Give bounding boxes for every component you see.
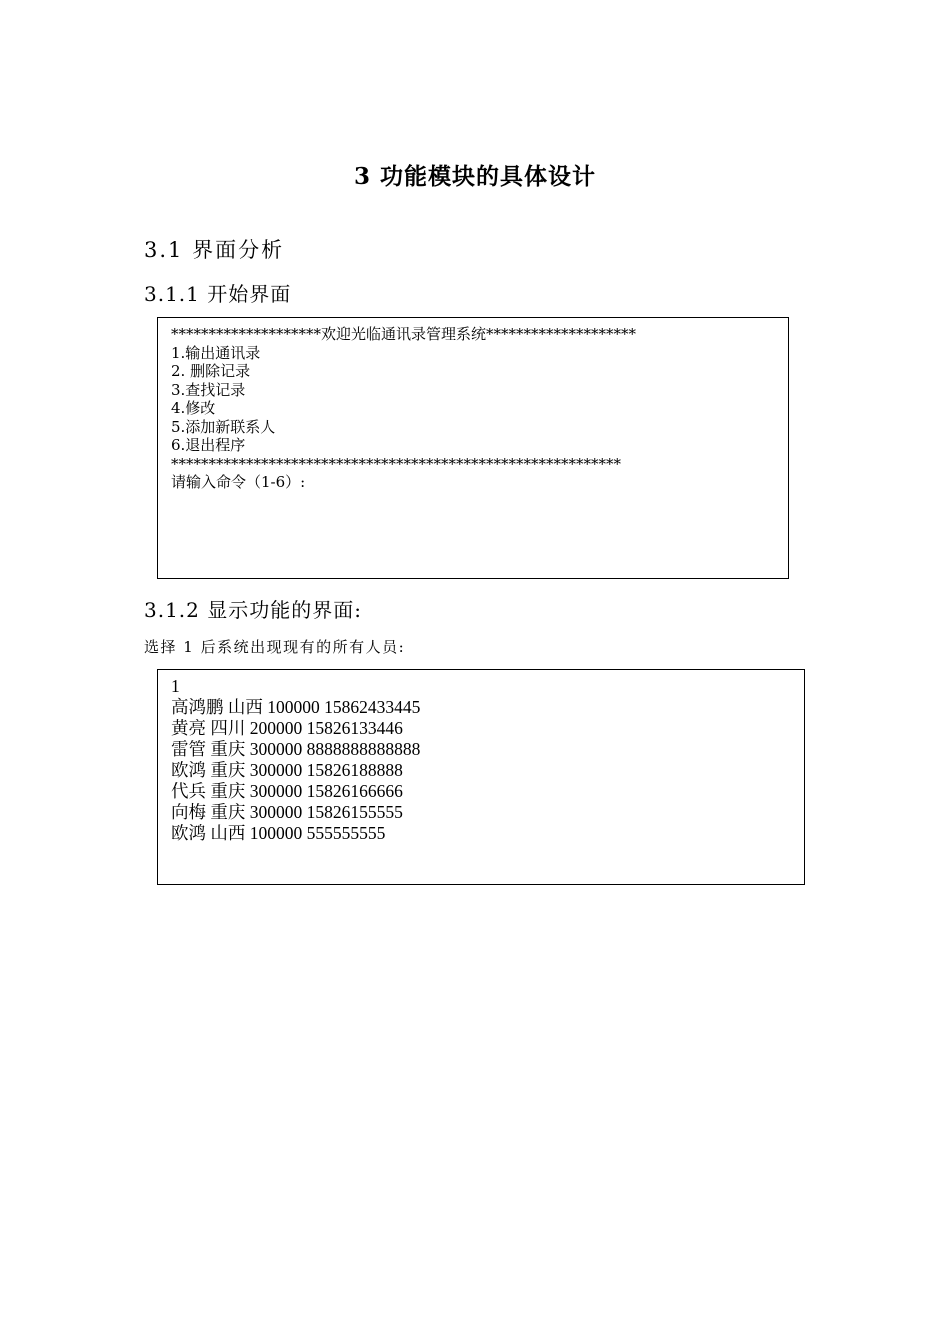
menu-item-modify: 4.修改 bbox=[171, 399, 216, 417]
paragraph-caption: 选择 1 后系统出现现有的所有人员: bbox=[144, 638, 406, 656]
section-heading-3-1-1: 3.1.1 开始界面 bbox=[144, 282, 292, 306]
contact-record-line: 欧鸿 山西 100000 555555555 bbox=[171, 823, 386, 843]
menu-banner-top: ********************欢迎光临通讯录管理系统******************** bbox=[171, 325, 637, 343]
console-input-echo: 1 bbox=[171, 676, 180, 696]
menu-item-add-contact: 5.添加新联系人 bbox=[171, 417, 276, 436]
menu-item-search: 3.查找记录 bbox=[171, 380, 246, 399]
display-output-console-box bbox=[157, 669, 805, 885]
command-prompt: 请输入命令（1-6）: bbox=[171, 473, 306, 491]
menu-banner-bottom: ************************************************************ bbox=[171, 454, 621, 473]
menu-item-output: 1.输出通讯录 bbox=[171, 343, 261, 362]
display-output-text bbox=[171, 676, 420, 844]
start-menu-text bbox=[171, 325, 636, 492]
section-heading-3-1-2: 3.1.2 显示功能的界面: bbox=[144, 598, 362, 622]
contact-record-line: 黄亮 四川 200000 15826133446 bbox=[171, 718, 403, 738]
page-title: 3 功能模块的具体设计 bbox=[353, 163, 596, 190]
contact-record-line: 欧鸿 重庆 300000 15826188888 bbox=[171, 760, 403, 780]
contact-record-line: 雷管 重庆 300000 8888888888888 bbox=[171, 739, 421, 759]
menu-item-exit: 6.退出程序 bbox=[171, 436, 246, 454]
contact-record-line: 代兵 重庆 300000 15826166666 bbox=[171, 781, 403, 801]
start-menu-console-box bbox=[157, 317, 789, 579]
contact-record-line: 高鸿鹏 山西 100000 15862433445 bbox=[171, 697, 421, 717]
contact-record-line: 向梅 重庆 300000 15826155555 bbox=[171, 802, 403, 822]
menu-item-delete: 2. 删除记录 bbox=[171, 362, 251, 380]
section-heading-3-1: 3.1 界面分析 bbox=[144, 238, 285, 262]
